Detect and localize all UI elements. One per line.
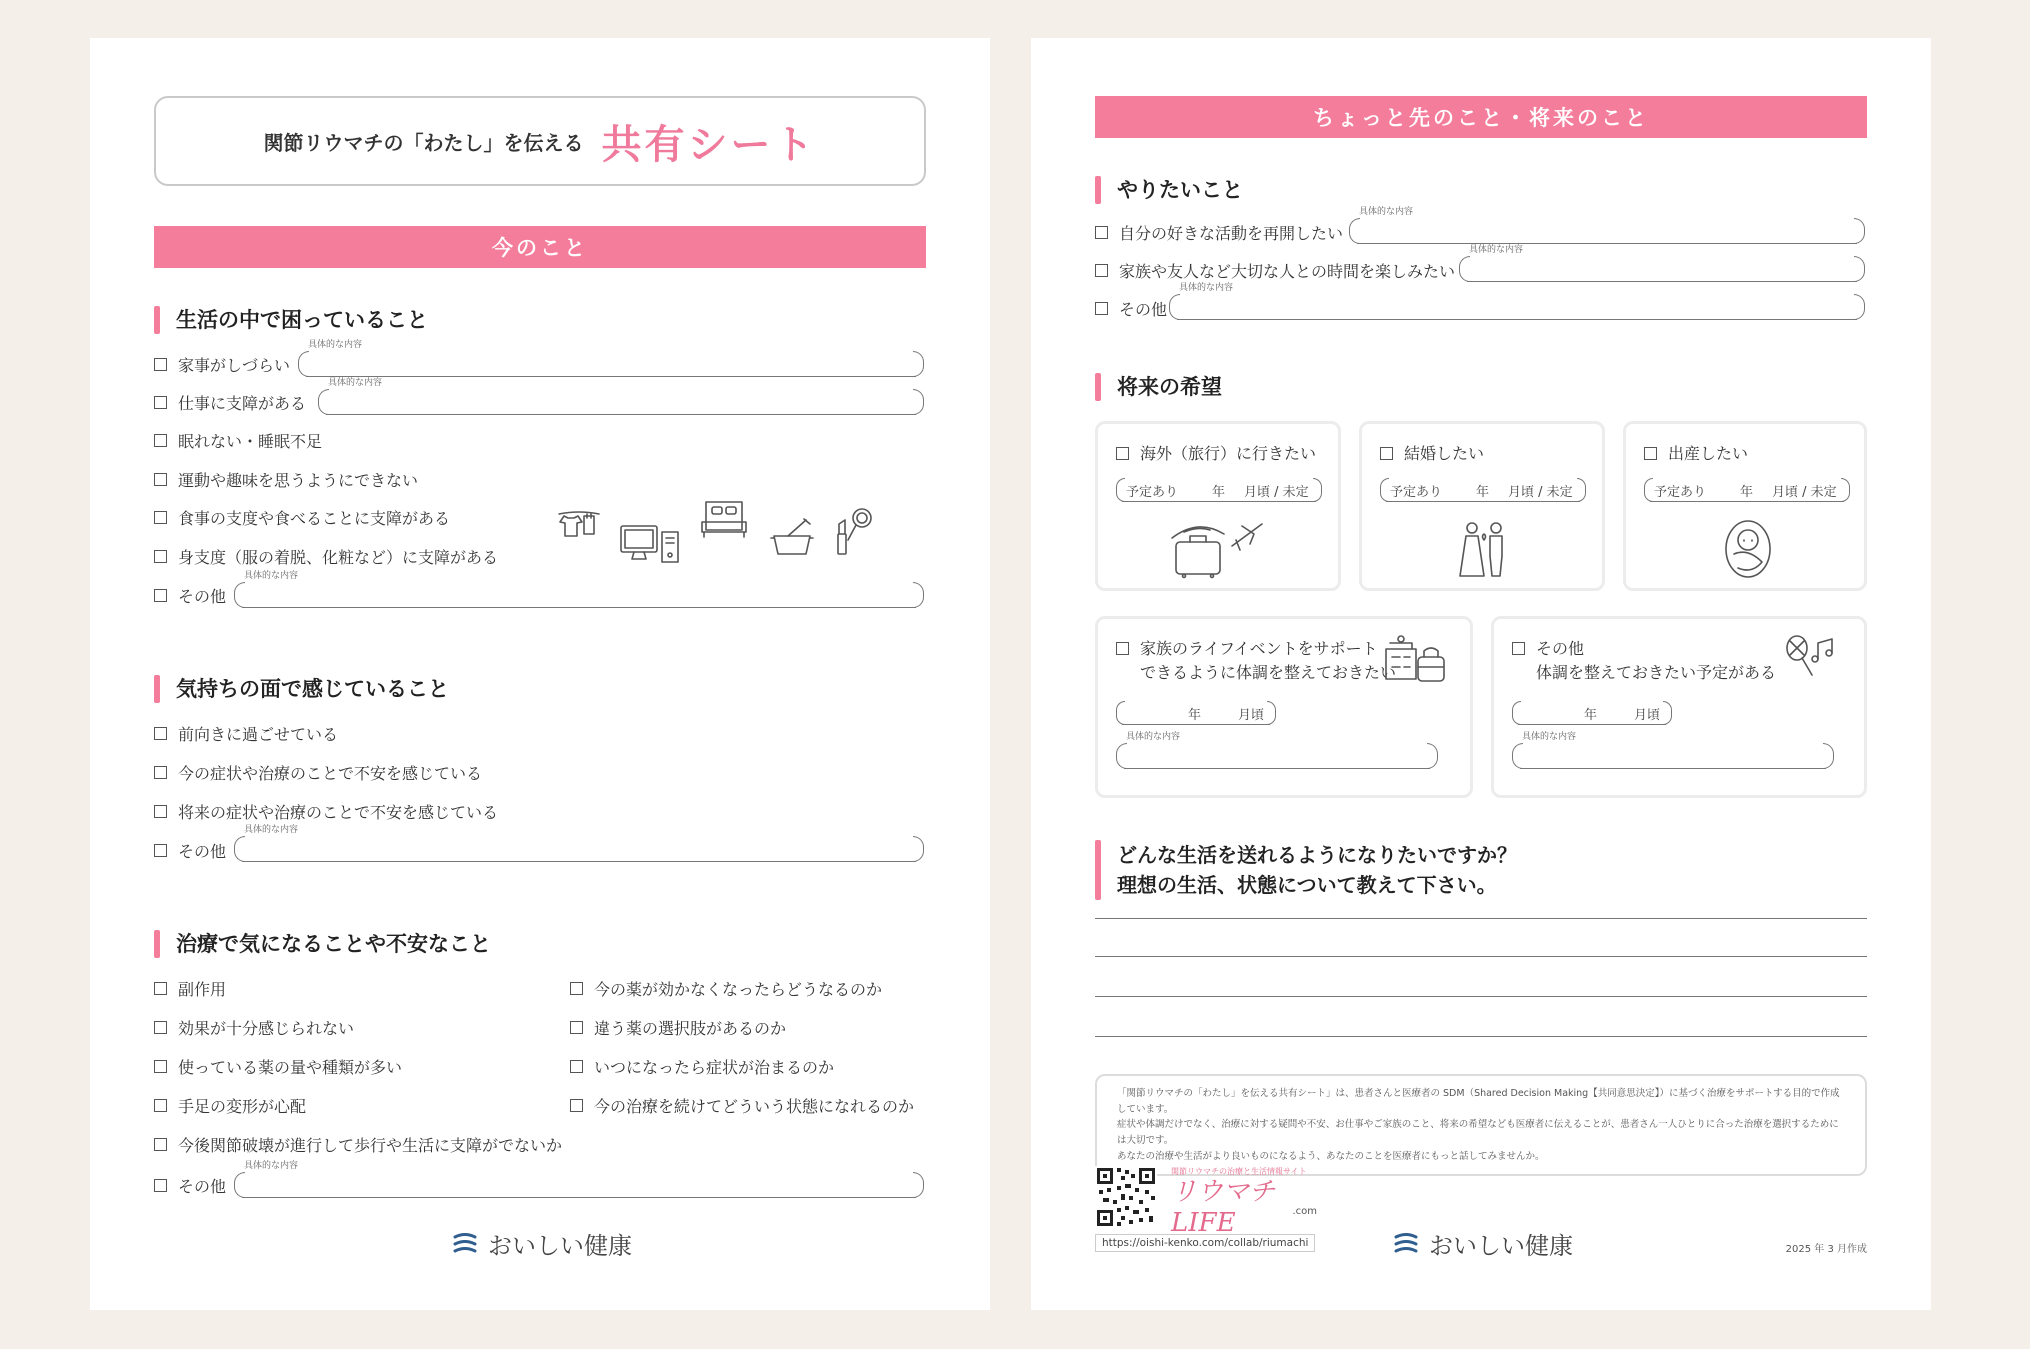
note-line: 「関節リウマチの「わたし」を伝える共有シート」は、患者さんと医療者の SDM（Shared Decision Making【共同意思決定】）に基づく治療をサポートする目的で作成しています。 — [1117, 1088, 1840, 1115]
checkbox-icon[interactable] — [1116, 447, 1129, 460]
baby-icon — [1722, 518, 1774, 580]
travel-date-field[interactable] — [1116, 478, 1322, 502]
checkbox-icon[interactable] — [154, 1021, 167, 1034]
checkbox-label: その他 — [178, 1176, 227, 1196]
checkbox-current-anxiety[interactable] — [154, 760, 482, 784]
date-year-label: 年 — [1476, 484, 1490, 500]
checkbox-icon[interactable] — [154, 982, 167, 995]
checkbox-icon[interactable] — [154, 550, 167, 563]
checkbox-label: 食事の支度や食べることに支障がある — [178, 508, 451, 528]
marriage-date-field[interactable] — [1380, 478, 1586, 502]
childbirth-option[interactable] — [1644, 442, 1748, 466]
logo-text: おいしい健康 — [488, 1232, 632, 1260]
checkbox-label: 家族や友人など大切な人との時間を楽しみたい — [1119, 261, 1456, 281]
checkbox-want-other[interactable] — [1095, 296, 1167, 320]
card-label-line2: できるように体調を整えておきたい — [1140, 663, 1397, 682]
bed-icon — [700, 500, 748, 540]
card-label-line1: その他 — [1536, 639, 1585, 658]
date-plan-label: 予定あり — [1654, 484, 1707, 500]
note-line: 症状や体調だけでなく、治療に対する疑問や不安、お仕事やご家族のこと、将来の希望なども医療者に伝えることが、患者さん一人ひとりに合った治療を選択するためには大切です。 — [1117, 1119, 1839, 1147]
checkbox-icon[interactable] — [154, 358, 167, 371]
checkbox-label: 手足の変形が心配 — [178, 1096, 307, 1116]
other-3-detail-field[interactable] — [234, 1161, 924, 1198]
checkbox-icon[interactable] — [1116, 642, 1129, 655]
checkbox-icon[interactable] — [154, 511, 167, 524]
checkbox-other-2[interactable] — [154, 838, 226, 862]
checkbox-label: 眠れない・睡眠不足 — [178, 431, 323, 451]
oishi-kenko-logo-mark-icon — [1393, 1232, 1419, 1256]
checkbox-work[interactable] — [154, 390, 306, 414]
checkbox-sleep[interactable] — [154, 428, 322, 452]
family-event-detail-field[interactable] — [1116, 732, 1438, 769]
sheet-title: 共有シート — [601, 121, 817, 168]
other-plan-detail-field[interactable] — [1512, 732, 1834, 769]
checkbox-many-medicines[interactable] — [154, 1054, 402, 1078]
want-other-detail-field[interactable] — [1169, 283, 1865, 320]
checkbox-drug-stops-working[interactable] — [570, 976, 882, 1000]
school-bag-icon — [1382, 635, 1448, 685]
checkbox-icon[interactable] — [1095, 302, 1108, 315]
qr-code-icon[interactable] — [1095, 1166, 1157, 1228]
checkbox-label: 家事がしづらい — [178, 355, 291, 375]
want-to-do-heading: やりたいこと — [1095, 176, 1243, 204]
riumachi-life-brand[interactable] — [1171, 1166, 1331, 1239]
brand-tagline: 関節リウマチの治療と生活情報サイト — [1171, 1167, 1307, 1176]
checkbox-future-anxiety[interactable] — [154, 799, 498, 823]
checkbox-label: 違う薬の選択肢があるのか — [594, 1018, 787, 1038]
note-line: あなたの治療や生活がより良いものになるよう、あなたのことを医療者にもっと話してみませんか。 — [1117, 1150, 1545, 1162]
right-sheet-page — [1031, 38, 1931, 1310]
checkbox-exercise-hobby[interactable] — [154, 467, 418, 491]
other-plan-date-field[interactable] — [1512, 701, 1672, 725]
date-month-label: 月頃 / 未定 — [1244, 484, 1309, 500]
work-detail-field[interactable] — [318, 378, 924, 415]
ideal-life-question-line2: 理想の生活、状態について教えて下さい。 — [1117, 873, 1497, 897]
checkbox-label: その他 — [178, 841, 227, 861]
travel-abroad-option[interactable] — [1116, 442, 1316, 466]
answer-line-2[interactable] — [1095, 956, 1867, 957]
checkbox-label: 前向きに過ごせている — [178, 724, 339, 744]
checkbox-positive[interactable] — [154, 721, 338, 745]
checkbox-label: 今の薬が効かなくなったらどうなるのか — [594, 979, 883, 999]
laundry-icon — [558, 510, 600, 540]
family-life-event-option[interactable] — [1116, 637, 1396, 685]
checkbox-treatment-outcome[interactable] — [570, 1093, 914, 1117]
checkbox-icon[interactable] — [154, 805, 167, 818]
checkbox-label: 今後関節破壊が進行して歩行や生活に支障がでないか — [178, 1135, 563, 1155]
checkbox-resume-activity[interactable] — [1095, 220, 1343, 244]
detail-hint: 具体的な内容 — [1522, 732, 1577, 742]
cooking-pot-icon — [770, 518, 814, 558]
checkbox-other-3[interactable] — [154, 1173, 226, 1197]
site-url-link[interactable]: https://oishi-kenko.com/collab/riumachi — [1095, 1234, 1315, 1252]
family-event-date-field[interactable] — [1116, 701, 1276, 725]
checkbox-icon[interactable] — [154, 1099, 167, 1112]
childbirth-card[interactable] — [1623, 421, 1867, 591]
other-1-detail-field[interactable] — [234, 571, 924, 608]
sheet-title-box — [154, 96, 926, 186]
checkbox-label: 使っている薬の量や種類が多い — [178, 1057, 403, 1077]
future-hopes-heading: 将来の希望 — [1095, 373, 1222, 401]
checkbox-side-effects[interactable] — [154, 976, 226, 1000]
family-life-event-card[interactable] — [1095, 616, 1473, 798]
resume-activity-detail-field[interactable] — [1349, 207, 1865, 244]
childbirth-date-field[interactable] — [1644, 478, 1850, 502]
treatment-concerns-heading: 治療で気になることや不安なこと — [154, 930, 491, 958]
travel-abroad-card[interactable] — [1095, 421, 1341, 591]
other-2-detail-field[interactable] — [234, 825, 924, 862]
checkbox-dressing[interactable] — [154, 544, 498, 568]
brand-suffix: .com — [1292, 1206, 1317, 1217]
other-health-plan-option[interactable] — [1512, 637, 1776, 685]
card-label-line2: 体調を整えておきたい予定がある — [1536, 663, 1777, 682]
checkbox-icon[interactable] — [154, 473, 167, 486]
other-health-plan-card[interactable] — [1491, 616, 1867, 798]
checkbox-when-symptoms-subside[interactable] — [570, 1054, 834, 1078]
checkbox-icon[interactable] — [1512, 642, 1525, 655]
date-plan-label: 予定あり — [1390, 484, 1443, 500]
marriage-card[interactable] — [1359, 421, 1605, 591]
ideal-life-question-line1: どんな生活を送れるようになりたいですか？ — [1117, 843, 1517, 867]
checkbox-icon[interactable] — [154, 589, 167, 602]
makeup-icon — [832, 506, 876, 556]
card-label: 海外（旅行）に行きたい — [1140, 444, 1317, 463]
checkbox-icon[interactable] — [154, 727, 167, 740]
checkbox-icon[interactable] — [154, 396, 167, 409]
checkbox-time-with-loved-ones[interactable] — [1095, 258, 1455, 282]
checkbox-deformity[interactable] — [154, 1093, 306, 1117]
sdm-explanation-note — [1095, 1074, 1867, 1176]
checkbox-icon[interactable] — [154, 844, 167, 857]
checkbox-joint-destruction[interactable] — [154, 1132, 562, 1156]
logo-text: おいしい健康 — [1429, 1232, 1573, 1260]
checkbox-meals[interactable] — [154, 505, 450, 529]
creation-date: 2025 年 3 月作成 — [1785, 1244, 1867, 1255]
card-label: 結婚したい — [1404, 444, 1485, 463]
checkbox-housework[interactable] — [154, 352, 290, 376]
checkbox-label: 副作用 — [178, 979, 227, 999]
checkbox-label: その他 — [1119, 299, 1168, 319]
checkbox-icon[interactable] — [154, 1138, 167, 1151]
answer-line-4[interactable] — [1095, 1036, 1867, 1037]
answer-line-1[interactable] — [1095, 918, 1867, 919]
date-month-label: 月頃 / 未定 — [1772, 484, 1837, 500]
checkbox-icon[interactable] — [570, 1021, 583, 1034]
checkbox-other-drug-options[interactable] — [570, 1015, 786, 1039]
detail-hint: 具体的な内容 — [244, 571, 299, 581]
detail-hint: 具体的な内容 — [328, 378, 383, 388]
daily-life-troubles-heading: 生活の中で困っていること — [154, 306, 428, 334]
checkbox-icon[interactable] — [154, 766, 167, 779]
ideal-life-question — [1095, 840, 1517, 900]
wedding-couple-icon — [1454, 520, 1514, 580]
date-year-label: 年 — [1212, 484, 1226, 500]
loved-ones-detail-field[interactable] — [1459, 245, 1865, 282]
checkbox-label: 身支度（服の着脱、化粧など）に支障がある — [178, 547, 499, 567]
checkbox-icon[interactable] — [570, 1099, 583, 1112]
racket-music-icon — [1784, 635, 1836, 681]
detail-hint: 具体的な内容 — [244, 1161, 299, 1171]
checkbox-icon[interactable] — [570, 1060, 583, 1073]
card-label-line1: 家族のライフイベントをサポート — [1140, 639, 1378, 658]
detail-hint: 具体的な内容 — [308, 340, 363, 350]
oishi-kenko-logo — [452, 1226, 632, 1261]
detail-hint: 具体的な内容 — [244, 825, 299, 835]
oishi-kenko-logo — [1393, 1226, 1573, 1261]
date-month-label: 月頃 — [1238, 707, 1265, 723]
checkbox-label: 将来の症状や治療のことで不安を感じている — [178, 802, 499, 822]
detail-hint: 具体的な内容 — [1469, 245, 1524, 255]
checkbox-icon[interactable] — [1380, 447, 1393, 460]
oishi-kenko-logo-mark-icon — [452, 1232, 478, 1256]
checkbox-label: 効果が十分感じられない — [178, 1018, 355, 1038]
brand-name: リウマチLIFE — [1171, 1177, 1276, 1239]
sheet-subtitle: 関節リウマチの「わたし」を伝える — [263, 130, 584, 155]
checkbox-icon[interactable] — [1095, 226, 1108, 239]
checkbox-icon[interactable] — [1644, 447, 1657, 460]
checkbox-insufficient-effect[interactable] — [154, 1015, 354, 1039]
checkbox-label: 運動や趣味を思うようにできない — [178, 470, 419, 490]
left-sheet-page — [90, 38, 990, 1310]
date-year-label: 年 — [1584, 707, 1598, 723]
checkbox-icon[interactable] — [570, 982, 583, 995]
checkbox-icon[interactable] — [1095, 264, 1108, 277]
now-section-bar: 今のこと — [154, 226, 926, 268]
future-section-bar: ちょっと先のこと・将来のこと — [1095, 96, 1867, 138]
date-month-label: 月頃 — [1634, 707, 1661, 723]
detail-hint: 具体的な内容 — [1179, 283, 1234, 293]
checkbox-other-1[interactable] — [154, 583, 226, 607]
date-year-label: 年 — [1188, 707, 1202, 723]
date-month-label: 月頃 / 未定 — [1508, 484, 1573, 500]
checkbox-label: その他 — [178, 586, 227, 606]
checkbox-label: 今の治療を続けてどういう状態になれるのか — [594, 1096, 915, 1116]
date-plan-label: 予定あり — [1126, 484, 1179, 500]
housework-detail-field[interactable] — [298, 340, 924, 377]
checkbox-label: 自分の好きな活動を再開したい — [1119, 223, 1344, 243]
detail-hint: 具体的な内容 — [1359, 207, 1414, 217]
detail-hint: 具体的な内容 — [1126, 732, 1181, 742]
answer-line-3[interactable] — [1095, 996, 1867, 997]
checkbox-label: 仕事に支障がある — [178, 393, 307, 413]
checkbox-label: いつになったら症状が治まるのか — [594, 1057, 835, 1077]
checkbox-icon[interactable] — [154, 1060, 167, 1073]
checkbox-icon[interactable] — [154, 434, 167, 447]
feelings-heading: 気持ちの面で感じていること — [154, 675, 449, 703]
marriage-option[interactable] — [1380, 442, 1484, 466]
suitcase-airplane-icon — [1170, 520, 1270, 578]
checkbox-label: 今の症状や治療のことで不安を感じている — [178, 763, 483, 783]
card-label: 出産したい — [1668, 444, 1749, 463]
date-year-label: 年 — [1740, 484, 1754, 500]
computer-icon — [620, 524, 680, 564]
checkbox-icon[interactable] — [154, 1179, 167, 1192]
